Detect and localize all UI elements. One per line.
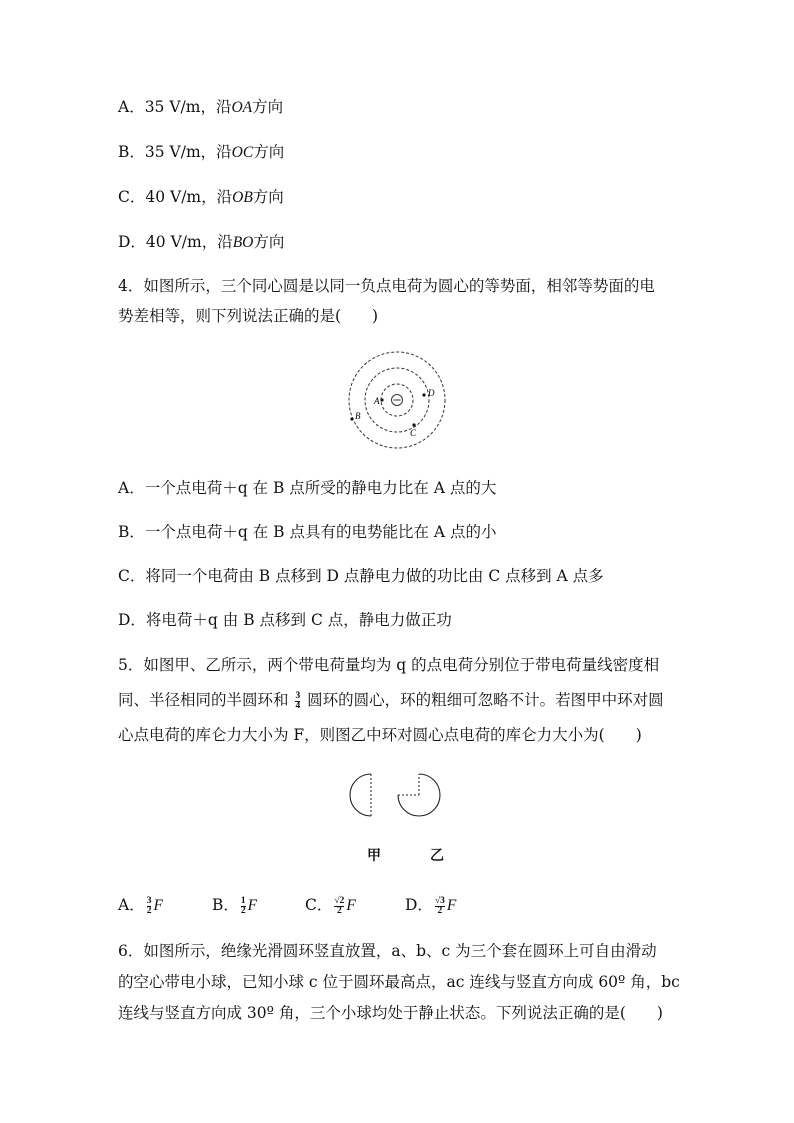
q5-option-a-den: 2 bbox=[146, 905, 152, 916]
q5-option-b bbox=[212, 893, 257, 916]
q5-stem-line1: 5．如图甲、乙所示，两个带电荷量均为 q 的点电荷分别位于带电荷量线密度相 bbox=[118, 656, 660, 674]
fraction-numerator: 3 bbox=[295, 690, 301, 701]
q3-option-d-var: BO bbox=[232, 234, 254, 251]
q5-option-a bbox=[118, 893, 163, 916]
q4-option-a: A．一个点电荷＋q 在 B 点所受的静电力比在 A 点的大 bbox=[118, 479, 497, 497]
q4-stem-line1: 4．如图所示，三个同心圆是以同一负点电荷为圆心的等势面，相邻等势面的电 bbox=[118, 277, 655, 295]
q6-stem-line3: 连线与竖直方向成 30º 角，三个小球均处于静止状态。下列说法正确的是( ) bbox=[118, 1004, 663, 1022]
q5-stem-line3: 心点电荷的库仑力大小为 F，则图乙中环对圆心点电荷的库仑力大小为( ) bbox=[118, 726, 642, 744]
point-c-label: C bbox=[410, 428, 417, 438]
q4-stem-line2: 势差相等，则下列说法正确的是( ) bbox=[118, 307, 379, 325]
point-a-label: A bbox=[374, 396, 380, 406]
half-ring-arc bbox=[350, 774, 371, 816]
point-c-dot bbox=[412, 423, 415, 426]
q3-option-c-var: OB bbox=[232, 189, 253, 206]
q5-stem-line2-start: 同、半径相同的半圆环和 bbox=[118, 691, 289, 709]
q5-option-b-num: 1 bbox=[240, 895, 246, 906]
q5-option-c-num: √2 bbox=[334, 895, 345, 906]
q5-option-c-unit: F bbox=[346, 897, 356, 914]
q3-option-d bbox=[118, 231, 284, 254]
q3-option-a-var: OA bbox=[231, 99, 253, 116]
q4-concentric-circles-figure bbox=[342, 347, 452, 455]
q5-option-c-label: C． bbox=[305, 896, 333, 914]
q3-option-d-suffix: 方向 bbox=[253, 233, 285, 251]
q5-option-c bbox=[305, 893, 356, 916]
q3-option-c-label: C．40 V/m，沿 bbox=[118, 188, 233, 206]
point-b-dot bbox=[350, 417, 353, 420]
point-b-label: B bbox=[355, 411, 361, 421]
q5-option-d-unit: F bbox=[446, 897, 457, 914]
q3-option-a-suffix: 方向 bbox=[252, 98, 284, 116]
q3-option-a-label: A．35 V/m，沿 bbox=[118, 98, 232, 116]
q5-option-a-num: 3 bbox=[146, 895, 152, 906]
point-a-dot bbox=[380, 398, 383, 401]
q3-option-c-suffix: 方向 bbox=[252, 188, 284, 206]
q6-stem-line1: 6．如图所示，绝缘光滑圆环竖直放置，a、b、c 为三个套在圆环上可自由滑动 bbox=[118, 942, 657, 960]
q5-option-a-label: A． bbox=[118, 896, 145, 914]
q3-option-d-label: D．40 V/m，沿 bbox=[118, 233, 233, 251]
q5-option-d-label: D． bbox=[405, 896, 433, 914]
q5-option-d-den: 2 bbox=[435, 906, 445, 916]
q3-option-a bbox=[118, 96, 283, 119]
q5-option-b-label: B． bbox=[212, 896, 239, 914]
figure-caption-yi: 乙 bbox=[430, 848, 444, 864]
q3-option-b-var: OC bbox=[231, 144, 254, 161]
q5-option-d bbox=[405, 893, 456, 916]
q4-option-c: C．将同一个电荷由 B 点移到 D 点静电力做的功比由 C 点移到 A 点多 bbox=[118, 567, 604, 585]
q5-ring-figures bbox=[348, 771, 448, 821]
q4-option-b: B．一个点电荷＋q 在 B 点具有的电势能比在 A 点的小 bbox=[118, 523, 497, 541]
q5-stem-line2 bbox=[118, 689, 664, 711]
q3-option-b-suffix: 方向 bbox=[253, 143, 285, 161]
point-d-dot bbox=[422, 393, 425, 396]
q3-option-b-label: B．35 V/m，沿 bbox=[118, 143, 232, 161]
q5-option-b-unit: F bbox=[247, 897, 258, 914]
q5-option-a-unit: F bbox=[153, 897, 163, 914]
point-d-label: D bbox=[428, 388, 435, 398]
q5-option-d-num: √3 bbox=[434, 895, 445, 906]
q3-option-b bbox=[118, 141, 284, 164]
figure-caption-jia: 甲 bbox=[367, 848, 381, 864]
q3-option-c bbox=[118, 186, 284, 209]
fraction-denominator: 4 bbox=[295, 700, 301, 711]
q4-option-d: D．将电荷＋q 由 B 点移到 C 点，静电力做正功 bbox=[118, 611, 452, 629]
three-quarter-fraction bbox=[295, 692, 300, 711]
q5-option-c-den: 2 bbox=[334, 906, 344, 916]
q5-option-b-den: 2 bbox=[240, 905, 246, 916]
q5-stem-line2-end: 圆环的圆心，环的粗细可忽略不计。若图甲中环对圆 bbox=[307, 691, 664, 709]
q6-stem-line2: 的空心带电小球，已知小球 c 位于圆环最高点，ac 连线与竖直方向成 60º 角，bc bbox=[118, 973, 680, 991]
